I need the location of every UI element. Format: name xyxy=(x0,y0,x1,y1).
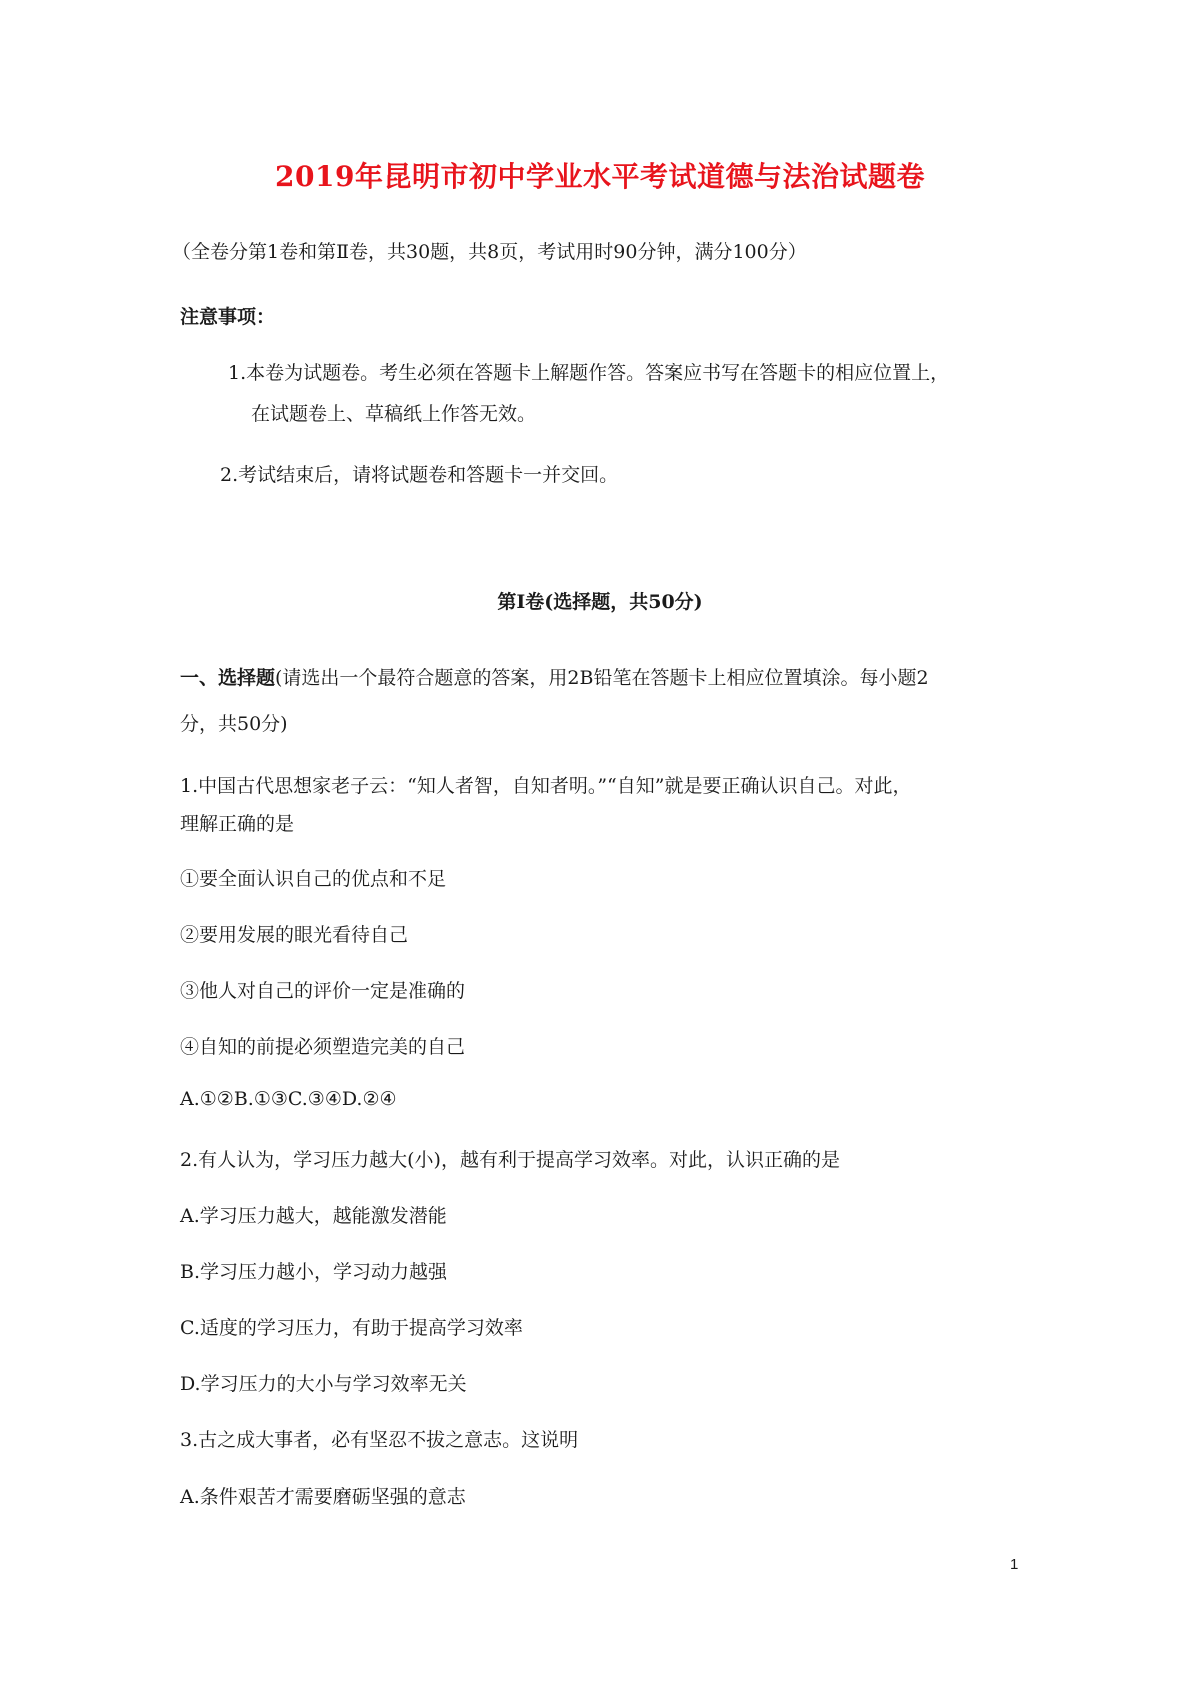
part-one-instruction-line-2: 分，共50分) xyxy=(180,713,288,735)
question-2-option-a: A.学习压力越大，越能激发潜能 xyxy=(180,1205,447,1227)
question-2-option-d: D.学习压力的大小与学习效率无关 xyxy=(180,1373,467,1395)
question-1-statement-1: ①要全面认识自己的优点和不足 xyxy=(180,868,447,890)
part-one-instruction-text: (请选出一个最符合题意的答案，用2B铅笔在答题卡上相应位置填涂。每小题2 xyxy=(275,667,929,689)
question-3-stem: 3.古之成大事者，必有坚忍不拔之意志。这说明 xyxy=(180,1429,579,1451)
question-2-stem: 2.有人认为，学习压力越大(小)，越有利于提高学习效率。对此，认识正确的是 xyxy=(180,1149,840,1171)
question-2-option-c: C.适度的学习压力，有助于提高学习效率 xyxy=(180,1317,523,1339)
exam-info: （全卷分第1卷和第Ⅱ卷，共30题，共8页，考试用时90分钟，满分100分） xyxy=(172,241,807,263)
question-2-option-b: B.学习压力越小，学习动力越强 xyxy=(180,1261,448,1283)
page-title: 2019年昆明市初中学业水平考试道德与法治试题卷 xyxy=(275,160,925,193)
page-number: 1 xyxy=(1010,1556,1019,1573)
question-1-options: A.①②B.①③C.③④D.②④ xyxy=(180,1088,397,1110)
question-1-statement-2: ②要用发展的眼光看待自己 xyxy=(180,924,409,946)
question-1-statement-3: ③他人对自己的评价一定是准确的 xyxy=(180,980,466,1002)
section-title: 第Ⅰ卷(选择题，共50分) xyxy=(497,591,703,613)
part-one-label: 一、选择题 xyxy=(180,667,276,689)
question-1-stem: 1.中国古代思想家老子云：“知人者智，自知者明。”“自知”就是要正确认识自己。对此， xyxy=(180,775,912,797)
note-1-line-1: 1.本卷为试题卷。考生必须在答题卡上解题作答。答案应书写在答题卡的相应位置上， xyxy=(228,362,950,384)
note-1-line-2: 在试题卷上、草稿纸上作答无效。 xyxy=(251,403,537,425)
part-one-instruction xyxy=(180,663,929,690)
question-1-stem-line-2: 理解正确的是 xyxy=(180,813,295,835)
question-3-option-a: A.条件艰苦才需要磨砺坚强的意志 xyxy=(180,1486,466,1508)
question-1-statement-4: ④自知的前提必须塑造完美的自己 xyxy=(180,1036,466,1058)
note-2: 2.考试结束后，请将试题卷和答题卡一并交回。 xyxy=(220,464,619,486)
notes-heading: 注意事项： xyxy=(180,306,276,328)
